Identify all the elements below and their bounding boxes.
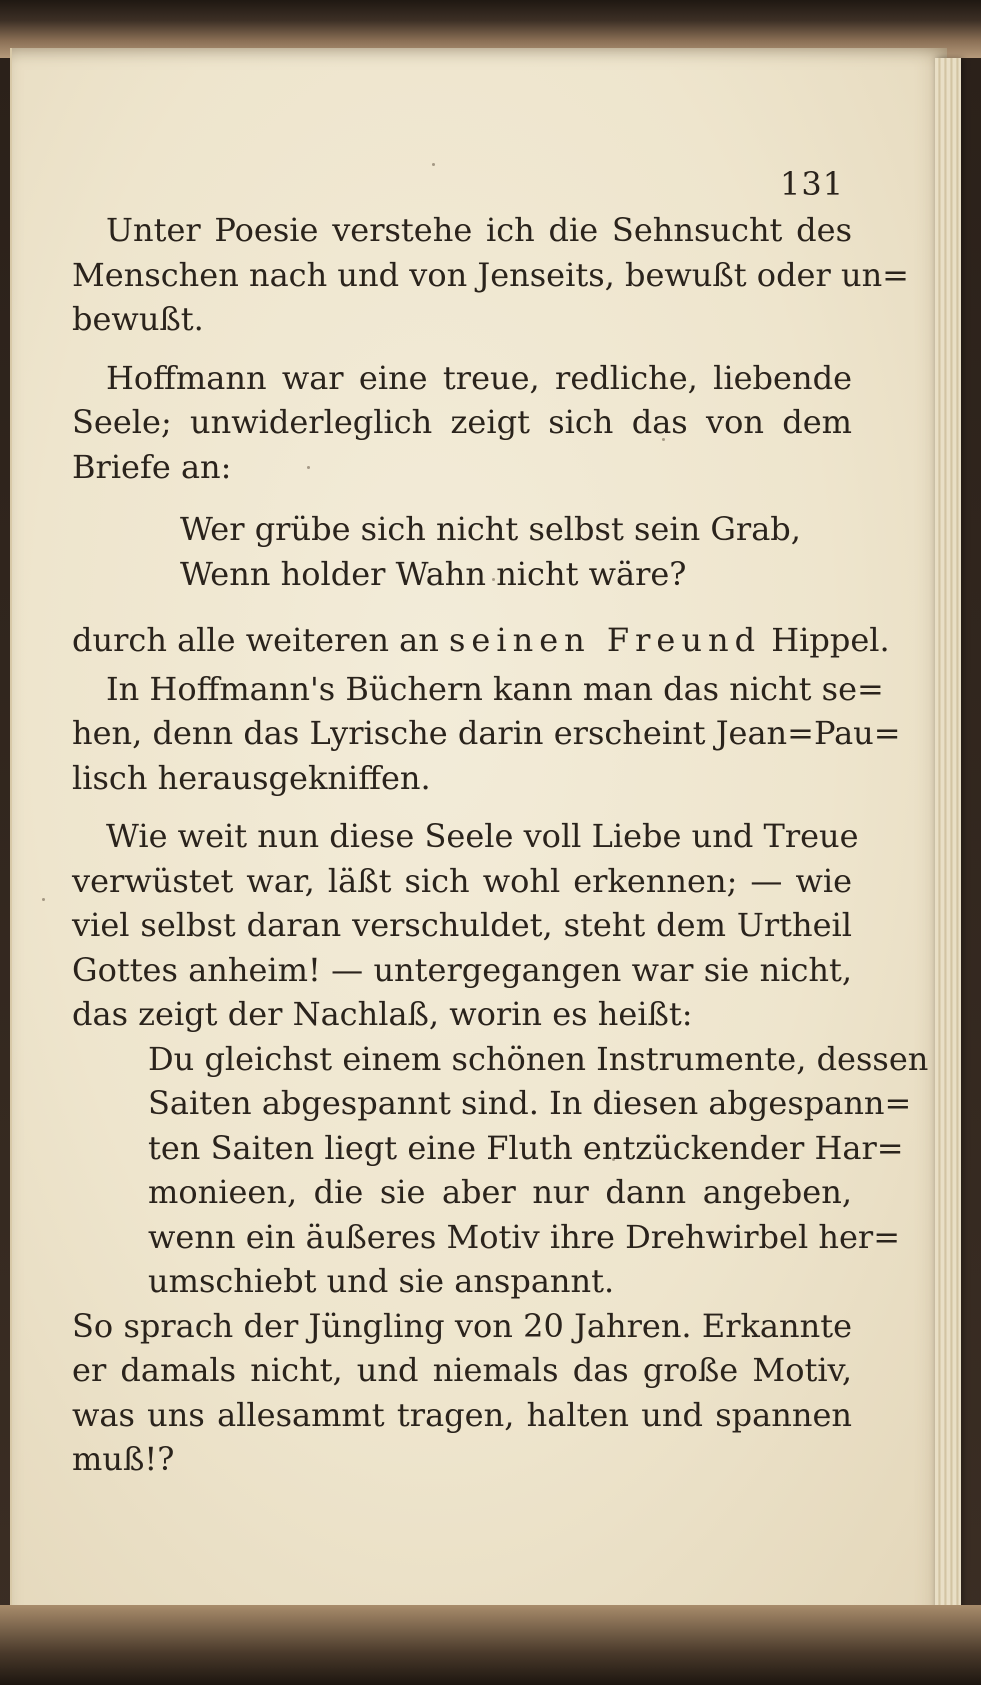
quote-line: umschiebt und sie anspannt. bbox=[148, 1262, 615, 1300]
quote-line: Du gleichst einem schönen Instrumente, dessen bbox=[148, 1039, 929, 1078]
text-line: Unter Poesie verstehe ich die Sehnsucht des bbox=[106, 211, 852, 249]
text-line: Gottes anheim! — untergegangen war sie nicht, bbox=[72, 950, 852, 989]
quote-line: wenn ein äußeres Motiv ihre Drehwirbel her= bbox=[148, 1217, 901, 1256]
spaced-emphasis: seinen Freund bbox=[448, 621, 762, 659]
text-line: viel selbst daran verschuldet, steht dem Urtheil bbox=[72, 906, 852, 944]
paragraph-3 bbox=[72, 667, 901, 801]
verse-line: Wer grübe sich nicht selbst sein Grab, bbox=[180, 510, 801, 548]
continuation-suffix: Hippel. bbox=[761, 621, 890, 659]
book-edge-shadow-bottom bbox=[0, 1605, 981, 1685]
text-line: verwüstet war, läßt sich wohl erkennen; — wie bbox=[72, 861, 852, 900]
page-number: 131 bbox=[780, 165, 845, 203]
text-line: So sprach der Jüngling von 20 Jahren. Erkannte bbox=[72, 1306, 852, 1345]
continuation-prefix: durch alle weiteren an bbox=[72, 621, 449, 659]
text-line: was uns allesammt tragen, halten und spannen bbox=[72, 1395, 852, 1434]
paragraph-4 bbox=[72, 814, 859, 1037]
text-line: lisch herausgekniffen. bbox=[72, 758, 431, 797]
continuation-line bbox=[72, 618, 890, 663]
text-line: er damals nicht, und niemals das große Motiv, bbox=[72, 1351, 852, 1389]
text-line: bewußt. bbox=[72, 300, 204, 338]
text-line: Hoffmann war eine treue, redliche, liebende bbox=[106, 358, 852, 397]
text-line: hen, denn das Lyrische darin erscheint Jean=Pau= bbox=[72, 714, 901, 752]
paragraph-2 bbox=[72, 356, 852, 490]
text-line: das zeigt der Nachlaß, worin es heißt: bbox=[72, 995, 693, 1033]
text-line: Wie weit nun diese Seele voll Liebe und Treue bbox=[106, 817, 859, 855]
quote-line: ten Saiten liegt eine Fluth entzückender Har= bbox=[148, 1128, 904, 1167]
verse-line: Wenn holder Wahn nicht wäre? bbox=[180, 554, 687, 593]
quote-line: monieen, die sie aber nur dann angeben, bbox=[148, 1173, 852, 1211]
text-line: Menschen nach und von Jenseits, bewußt oder un= bbox=[72, 255, 909, 294]
text-line: Seele; unwiderleglich zeigt sich das von dem bbox=[72, 403, 852, 441]
paragraph-1 bbox=[72, 208, 909, 342]
page-stack-edges bbox=[935, 58, 961, 1618]
text-line: muß!? bbox=[72, 1440, 175, 1478]
quote-line: Saiten abgespannt sind. In diesen abgespann= bbox=[148, 1084, 912, 1122]
closing-paragraph bbox=[72, 1304, 852, 1482]
text-line: Briefe an: bbox=[72, 447, 232, 486]
page-text bbox=[72, 150, 929, 1482]
block-quote bbox=[72, 1037, 929, 1304]
text-line: In Hoffmann's Büchern kann man das nicht se= bbox=[106, 669, 884, 708]
verse-quote bbox=[72, 507, 852, 596]
